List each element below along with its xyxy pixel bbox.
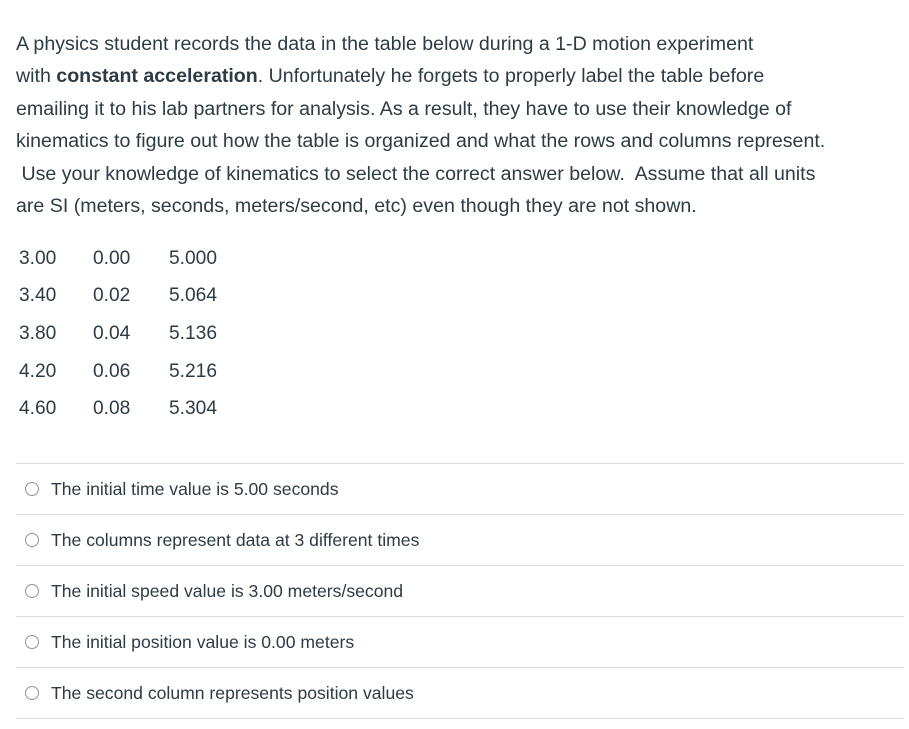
answer-label[interactable]: The initial speed value is 3.00 meters/second [51,580,404,601]
table-cell: 3.00 [19,247,57,269]
table-cell: 3.80 [19,322,57,344]
answer-option-3[interactable] [16,566,904,617]
answer-list [16,463,904,719]
table-cell: 3.40 [19,285,57,307]
radio-button[interactable] [25,584,39,598]
answer-label[interactable]: The columns represent data at 3 different times [51,529,420,550]
answer-option-5[interactable] [16,668,904,719]
answer-option-1[interactable] [16,464,904,515]
table-row [12,353,224,391]
answer-option-4[interactable] [16,617,904,668]
table-cell: 0.06 [93,360,131,382]
table-row [12,278,224,316]
table-cell: 0.00 [93,247,131,269]
radio-button[interactable] [25,533,39,547]
answer-option-2[interactable] [16,515,904,566]
table-cell: 4.60 [19,398,57,420]
answer-label[interactable]: The initial position value is 0.00 meters [51,631,355,652]
question-line: are SI (meters, seconds, meters/second, etc) even though they are not shown. [16,195,697,218]
table-cell: 5.064 [169,285,218,307]
radio-button[interactable] [25,686,39,700]
table-row [12,390,224,428]
radio-button[interactable] [25,482,39,496]
question-line: emailing it to his lab partners for analysis. As a result, they have to use their knowledge of [16,97,792,120]
table-cell: 0.04 [93,322,131,344]
question-line: A physics student records the data in the table below during a 1-D motion experiment [16,33,754,55]
answer-label[interactable]: The second column represents position values [51,682,414,703]
table-cell: 4.20 [19,360,57,382]
table-cell: 5.000 [169,247,218,269]
table-cell: 5.216 [169,360,218,382]
data-table [12,240,224,428]
table-cell: 0.08 [93,398,131,420]
question-line: kinematics to figure out how the table is organized and what the rows and columns represent. [16,130,826,153]
question-line [16,60,904,92]
radio-button[interactable] [25,635,39,649]
question-text [16,28,904,222]
table-cell: 0.02 [93,285,131,307]
table-row [12,240,224,278]
table-cell: 5.304 [169,398,218,420]
table-row [12,315,224,353]
table-cell: 5.136 [169,322,218,344]
question-text-segment: . Unfortunately he forgets to properly label the table before [257,65,765,88]
answer-label[interactable]: The initial time value is 5.00 seconds [51,478,339,499]
emphasis-constant-acceleration: constant acceleration [56,65,258,88]
question-line: Use your knowledge of kinematics to select the correct answer below. Assume that all units [16,162,816,185]
question-text-segment: with [16,65,57,88]
